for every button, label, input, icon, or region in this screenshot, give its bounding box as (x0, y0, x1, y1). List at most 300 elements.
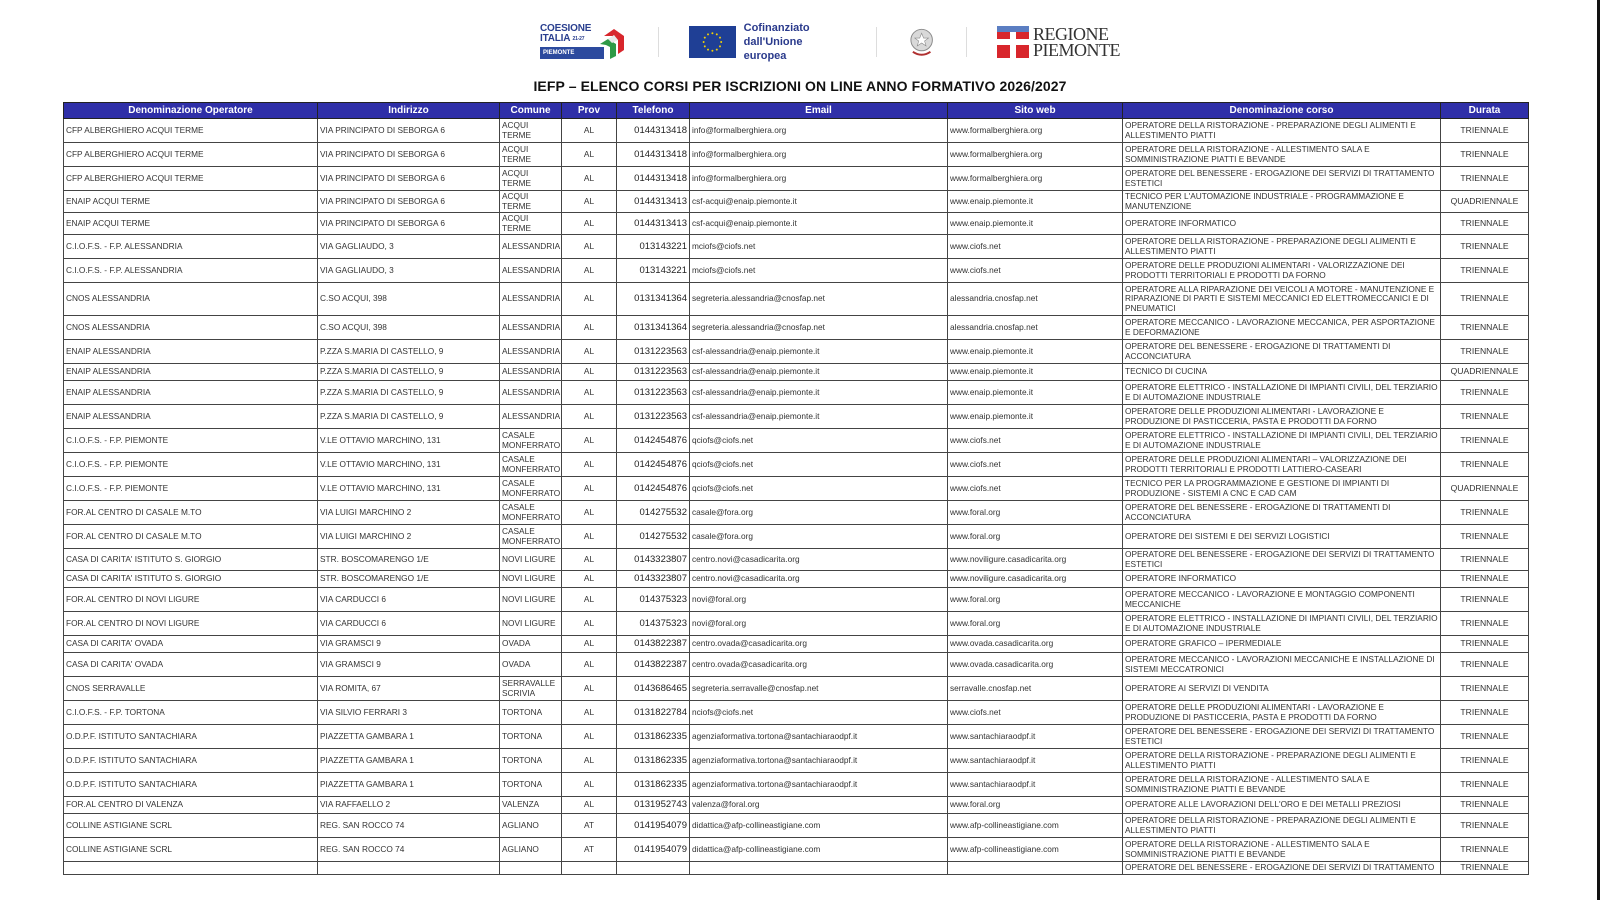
cell-municipality: ALESSANDRIA (500, 259, 562, 283)
cell-email[interactable]: centro.ovada@casadicarita.org (690, 636, 948, 653)
cell-course-name: OPERATORE DELLE PRODUZIONI ALIMENTARI – VALORIZZAZIONE DEI PRODOTTI TERRITORIALI E PRODOTTI LATTIERO-CASEARI (1123, 453, 1441, 477)
regione-piemonte-text: REGIONE PIEMONTE (1032, 24, 1120, 60)
cell-website[interactable]: www.enaip.piemonte.it (948, 340, 1123, 364)
cell-address: V.LE OTTAVIO MARCHINO, 131 (318, 477, 500, 501)
cell-phone: 0131862335 (617, 773, 690, 797)
cell-operator-name: CASA DI CARITA' OVADA (64, 653, 318, 677)
cell-duration: TRIENNALE (1441, 213, 1529, 235)
cell-municipality: TORTONA (500, 749, 562, 773)
cell-website[interactable]: www.santachiaraodpf.it (948, 749, 1123, 773)
cell-website[interactable]: www.formalberghiera.org (948, 119, 1123, 143)
cell-course-name: OPERATORE DELLA RISTORAZIONE - PREPARAZIONE DEGLI ALIMENTI E ALLESTIMENTO PIATTI (1123, 814, 1441, 838)
cell-website[interactable]: www.foral.org (948, 588, 1123, 612)
cell-website[interactable]: www.enaip.piemonte.it (948, 191, 1123, 213)
cell-email[interactable]: csf-alessandria@enaip.piemonte.it (690, 381, 948, 405)
coesione-italia-logo (538, 22, 628, 62)
cell-phone: 0131822784 (617, 701, 690, 725)
cell-municipality: SERRAVALLE SCRIVIA (500, 677, 562, 701)
courses-table (63, 102, 1529, 875)
table-row (64, 797, 1529, 814)
cell-phone: 0143822387 (617, 653, 690, 677)
cell-course-name: OPERATORE ALLA RIPARAZIONE DEI VEICOLI A MOTORE - MANUTENZIONE E RIPARAZIONE DI PARTI E SISTEMI MECCANICI ED ELETTROMECCANICI E DI PNEUMATICI (1123, 283, 1441, 316)
cell-duration: TRIENNALE (1441, 773, 1529, 797)
cell-website[interactable]: www.foral.org (948, 501, 1123, 525)
table-row (64, 405, 1529, 429)
cell-phone: 014275532 (617, 501, 690, 525)
cell-province: AL (562, 429, 617, 453)
cell-website[interactable]: www.formalberghiera.org (948, 143, 1123, 167)
cell-municipality: ALESSANDRIA (500, 235, 562, 259)
cell-phone: 0144313413 (617, 191, 690, 213)
cell-province: AL (562, 259, 617, 283)
cell-municipality: CASALE MONFERRATO (500, 429, 562, 453)
cell-province: AL (562, 477, 617, 501)
table-header-row (64, 103, 1529, 119)
cell-address (318, 862, 500, 875)
cell-phone: 0131862335 (617, 749, 690, 773)
cell-email[interactable] (690, 862, 948, 875)
table-row (64, 143, 1529, 167)
table-row (64, 814, 1529, 838)
cell-phone: 0143323807 (617, 571, 690, 588)
cell-course-name: OPERATORE DEI SISTEMI E DEI SERVIZI LOGISTICI (1123, 525, 1441, 549)
cell-phone: 014375323 (617, 588, 690, 612)
cell-address: VIA SILVIO FERRARI 3 (318, 701, 500, 725)
cell-address: STR. BOSCOMARENGO 1/E (318, 549, 500, 571)
cell-email[interactable]: csf-acqui@enaip.piemonte.it (690, 191, 948, 213)
cell-province: AL (562, 653, 617, 677)
cell-website[interactable]: www.formalberghiera.org (948, 167, 1123, 191)
cell-province: AL (562, 340, 617, 364)
cell-email[interactable]: csf-alessandria@enaip.piemonte.it (690, 364, 948, 381)
cell-website[interactable] (948, 862, 1123, 875)
cell-address: REG. SAN ROCCO 74 (318, 814, 500, 838)
cell-duration: TRIENNALE (1441, 453, 1529, 477)
cell-email[interactable]: centro.ovada@casadicarita.org (690, 653, 948, 677)
table-row (64, 525, 1529, 549)
cell-website[interactable]: www.enaip.piemonte.it (948, 213, 1123, 235)
cell-municipality: TORTONA (500, 701, 562, 725)
cell-email[interactable]: novi@foral.org (690, 612, 948, 636)
regione-piemonte-logo (997, 26, 1120, 58)
cell-duration: TRIENNALE (1441, 501, 1529, 525)
cell-email[interactable]: csf-alessandria@enaip.piemonte.it (690, 340, 948, 364)
cell-website[interactable]: www.ciofs.net (948, 235, 1123, 259)
cell-phone: 0131223563 (617, 340, 690, 364)
column-header-operator-name: Denominazione Operatore (64, 103, 318, 119)
cell-address: VIA PRINCIPATO DI SEBORGA 6 (318, 213, 500, 235)
italian-republic-emblem-icon (907, 25, 936, 59)
cell-address: PIAZZETTA GAMBARA 1 (318, 773, 500, 797)
cell-course-name: OPERATORE AI SERVIZI DI VENDITA (1123, 677, 1441, 701)
cell-course-name: OPERATORE DELLA RISTORAZIONE - ALLESTIMENTO SALA E SOMMINISTRAZIONE PIATTI E BEVANDE (1123, 773, 1441, 797)
cell-municipality: ACQUI TERME (500, 119, 562, 143)
table-row (64, 191, 1529, 213)
cell-course-name: OPERATORE DEL BENESSERE - EROGAZIONE DEI SERVIZI DI TRATTAMENTO (1123, 862, 1441, 875)
cell-operator-name (64, 862, 318, 875)
cell-duration: TRIENNALE (1441, 725, 1529, 749)
cell-address: VIA PRINCIPATO DI SEBORGA 6 (318, 191, 500, 213)
cell-province: AL (562, 501, 617, 525)
cell-phone: 0142454876 (617, 453, 690, 477)
cell-website[interactable]: www.noviligure.casadicarita.org (948, 571, 1123, 588)
cell-duration: TRIENNALE (1441, 167, 1529, 191)
cell-municipality: CASALE MONFERRATO (500, 501, 562, 525)
cell-municipality: ACQUI TERME (500, 167, 562, 191)
cell-address: VIA GRAMSCI 9 (318, 636, 500, 653)
coesione-text: COESIONE ITALIA $^{21-27}$ (540, 23, 592, 44)
cell-province: AL (562, 571, 617, 588)
cell-phone: 0143686465 (617, 677, 690, 701)
cell-email[interactable]: qciofs@ciofs.net (690, 477, 948, 501)
cell-address: C.SO ACQUI, 398 (318, 283, 500, 316)
cell-duration: TRIENNALE (1441, 636, 1529, 653)
logo-separator (658, 27, 659, 57)
cell-email[interactable]: info@formalberghiera.org (690, 143, 948, 167)
cell-course-name: OPERATORE MECCANICO - LAVORAZIONE MECCANICA, PER ASPORTAZIONE E DEFORMAZIONE (1123, 316, 1441, 340)
column-header-course-name: Denominazione corso (1123, 103, 1441, 119)
cell-website[interactable]: www.santachiaraodpf.it (948, 773, 1123, 797)
cell-operator-name: CFP ALBERGHIERO ACQUI TERME (64, 167, 318, 191)
cell-municipality: ALESSANDRIA (500, 283, 562, 316)
cell-email[interactable]: nciofs@ciofs.net (690, 701, 948, 725)
eu-flag-icon (689, 26, 736, 58)
cell-municipality (500, 862, 562, 875)
cell-website[interactable]: alessandria.cnosfap.net (948, 283, 1123, 316)
cell-duration: TRIENNALE (1441, 381, 1529, 405)
cell-operator-name: C.I.O.F.S. - F.P. ALESSANDRIA (64, 235, 318, 259)
cell-operator-name: FOR.AL CENTRO DI CASALE M.TO (64, 501, 318, 525)
table-row (64, 701, 1529, 725)
cell-municipality: NOVI LIGURE (500, 612, 562, 636)
cell-municipality: NOVI LIGURE (500, 549, 562, 571)
cell-course-name: OPERATORE DELLA RISTORAZIONE - PREPARAZIONE DEGLI ALIMENTI E ALLESTIMENTO PIATTI (1123, 749, 1441, 773)
cell-website[interactable]: www.santachiaraodpf.it (948, 725, 1123, 749)
cell-operator-name: CASA DI CARITA' ISTITUTO S. GIORGIO (64, 549, 318, 571)
cell-duration: TRIENNALE (1441, 701, 1529, 725)
cell-operator-name: C.I.O.F.S. - F.P. TORTONA (64, 701, 318, 725)
cell-municipality: ACQUI TERME (500, 143, 562, 167)
cell-email[interactable]: info@formalberghiera.org (690, 167, 948, 191)
cell-email[interactable]: didattica@afp-collineastigiane.com (690, 838, 948, 862)
cell-address: P.ZZA S.MARIA DI CASTELLO, 9 (318, 364, 500, 381)
cell-course-name: OPERATORE DEL BENESSERE - EROGAZIONE DI TRATTAMENTI DI ACCONCIATURA (1123, 340, 1441, 364)
cell-operator-name: CNOS ALESSANDRIA (64, 283, 318, 316)
cell-duration: TRIENNALE (1441, 316, 1529, 340)
cell-course-name: OPERATORE DEL BENESSERE - EROGAZIONE DI TRATTAMENTI DI ACCONCIATURA (1123, 501, 1441, 525)
column-header-duration: Durata (1441, 103, 1529, 119)
cell-phone: 0131223563 (617, 364, 690, 381)
cell-province: AT (562, 814, 617, 838)
logo-separator (966, 27, 967, 57)
cell-phone: 0131341364 (617, 316, 690, 340)
cell-course-name: OPERATORE ELETTRICO - INSTALLAZIONE DI IMPIANTI CIVILI, DEL TERZIARIO E DI AUTOMAZIONE INDUSTRIALE (1123, 612, 1441, 636)
table-row (64, 571, 1529, 588)
cell-email[interactable]: segreteria.alessandria@cnosfap.net (690, 316, 948, 340)
cell-email[interactable]: novi@foral.org (690, 588, 948, 612)
cell-province: AL (562, 213, 617, 235)
cell-province: AL (562, 549, 617, 571)
cell-course-name: OPERATORE DELLA RISTORAZIONE - PREPARAZIONE DEGLI ALIMENTI E ALLESTIMENTO PIATTI (1123, 235, 1441, 259)
column-header-province: Prov (562, 103, 617, 119)
cell-email[interactable]: casale@fora.org (690, 525, 948, 549)
cell-operator-name: COLLINE ASTIGIANE SCRL (64, 814, 318, 838)
cell-province: AL (562, 612, 617, 636)
table-row (64, 725, 1529, 749)
cell-course-name: OPERATORE DELLE PRODUZIONI ALIMENTARI - LAVORAZIONE E PRODUZIONE DI PASTICCERIA, PASTA E PRODOTTI DA FORNO (1123, 701, 1441, 725)
cell-email[interactable]: centro.novi@casadicarita.org (690, 549, 948, 571)
cell-phone: 0131952743 (617, 797, 690, 814)
cell-province: AL (562, 191, 617, 213)
table-row (64, 167, 1529, 191)
cell-operator-name: CNOS SERRAVALLE (64, 677, 318, 701)
cell-duration: TRIENNALE (1441, 405, 1529, 429)
table-row (64, 259, 1529, 283)
cell-municipality: OVADA (500, 653, 562, 677)
cell-phone: 0131341364 (617, 283, 690, 316)
cell-website[interactable]: www.foral.org (948, 525, 1123, 549)
table-row (64, 773, 1529, 797)
cell-province: AL (562, 381, 617, 405)
cell-operator-name: CFP ALBERGHIERO ACQUI TERME (64, 119, 318, 143)
cell-municipality: CASALE MONFERRATO (500, 453, 562, 477)
cell-operator-name: FOR.AL CENTRO DI NOVI LIGURE (64, 588, 318, 612)
cell-province: AL (562, 636, 617, 653)
cell-email[interactable]: valenza@foral.org (690, 797, 948, 814)
cell-website[interactable]: serravalle.cnosfap.net (948, 677, 1123, 701)
cell-duration: TRIENNALE (1441, 677, 1529, 701)
table-row (64, 636, 1529, 653)
cell-address: VIA LUIGI MARCHINO 2 (318, 501, 500, 525)
cell-municipality: TORTONA (500, 725, 562, 749)
cell-address: VIA CARDUCCI 6 (318, 612, 500, 636)
cell-operator-name: C.I.O.F.S. - F.P. PIEMONTE (64, 429, 318, 453)
cell-website[interactable]: www.foral.org (948, 797, 1123, 814)
cell-province (562, 862, 617, 875)
cell-address: VIA LUIGI MARCHINO 2 (318, 525, 500, 549)
cell-province: AL (562, 405, 617, 429)
cell-website[interactable]: www.ovada.casadicarita.org (948, 653, 1123, 677)
table-row (64, 862, 1529, 875)
cell-province: AL (562, 525, 617, 549)
cell-phone: 0142454876 (617, 429, 690, 453)
cell-website[interactable]: www.enaip.piemonte.it (948, 405, 1123, 429)
coesione-arrow-icon (598, 26, 626, 60)
cell-website[interactable]: alessandria.cnosfap.net (948, 316, 1123, 340)
cell-phone: 013143221 (617, 259, 690, 283)
cell-municipality: ALESSANDRIA (500, 316, 562, 340)
cell-phone: 0144313418 (617, 143, 690, 167)
cell-duration: TRIENNALE (1441, 862, 1529, 875)
cell-email[interactable]: csf-alessandria@enaip.piemonte.it (690, 405, 948, 429)
cell-province: AL (562, 749, 617, 773)
cell-operator-name: ENAIP ALESSANDRIA (64, 405, 318, 429)
cell-duration: QUADRIENNALE (1441, 364, 1529, 381)
cell-email[interactable]: agenziaformativa.tortona@santachiaraodpf.it (690, 725, 948, 749)
cell-website[interactable]: www.ovada.casadicarita.org (948, 636, 1123, 653)
table-row (64, 612, 1529, 636)
cell-operator-name: FOR.AL CENTRO DI NOVI LIGURE (64, 612, 318, 636)
table-row (64, 653, 1529, 677)
column-header-phone: Telefono (617, 103, 690, 119)
cell-municipality: VALENZA (500, 797, 562, 814)
cell-phone: 014375323 (617, 612, 690, 636)
cell-course-name: OPERATORE DELLE PRODUZIONI ALIMENTARI - VALORIZZAZIONE DEI PRODOTTI TERRITORIALI E PRODOTTI DA FORNO (1123, 259, 1441, 283)
column-header-website: Sito web (948, 103, 1123, 119)
cell-province: AL (562, 167, 617, 191)
cell-municipality: CASALE MONFERRATO (500, 477, 562, 501)
table-body (64, 119, 1529, 875)
cell-province: AL (562, 235, 617, 259)
cell-duration: TRIENNALE (1441, 588, 1529, 612)
eu-cofinanced-logo (689, 21, 846, 63)
cell-operator-name: C.I.O.F.S. - F.P. PIEMONTE (64, 453, 318, 477)
cell-province: AL (562, 677, 617, 701)
cell-operator-name: FOR.AL CENTRO DI CASALE M.TO (64, 525, 318, 549)
table-row (64, 213, 1529, 235)
cell-website[interactable]: www.ciofs.net (948, 259, 1123, 283)
cell-phone: 014275532 (617, 525, 690, 549)
cell-email[interactable]: didattica@afp-collineastigiane.com (690, 814, 948, 838)
cell-website[interactable]: www.foral.org (948, 612, 1123, 636)
cell-email[interactable]: qciofs@ciofs.net (690, 429, 948, 453)
cell-email[interactable]: segreteria.alessandria@cnosfap.net (690, 283, 948, 316)
cell-duration: TRIENNALE (1441, 429, 1529, 453)
cell-website[interactable]: www.ciofs.net (948, 429, 1123, 453)
cell-address: PIAZZETTA GAMBARA 1 (318, 725, 500, 749)
cell-phone: 0142454876 (617, 477, 690, 501)
table-row (64, 838, 1529, 862)
cell-course-name: TECNICO PER L'AUTOMAZIONE INDUSTRIALE - PROGRAMMAZIONE E MANUTENZIONE (1123, 191, 1441, 213)
cell-duration: TRIENNALE (1441, 797, 1529, 814)
cell-province: AT (562, 838, 617, 862)
cell-website[interactable]: www.afp-collineastigiane.com (948, 838, 1123, 862)
cell-email[interactable]: csf-acqui@enaip.piemonte.it (690, 213, 948, 235)
cell-course-name: TECNICO DI CUCINA (1123, 364, 1441, 381)
cell-duration: TRIENNALE (1441, 571, 1529, 588)
table-row (64, 477, 1529, 501)
cell-course-name: OPERATORE DELLA RISTORAZIONE - PREPARAZIONE DEGLI ALIMENTI E ALLESTIMENTO PIATTI (1123, 119, 1441, 143)
cell-address: V.LE OTTAVIO MARCHINO, 131 (318, 453, 500, 477)
cell-address: C.SO ACQUI, 398 (318, 316, 500, 340)
cell-course-name: OPERATORE GRAFICO – IPERMEDIALE (1123, 636, 1441, 653)
cell-email[interactable]: segreteria.serravalle@cnosfap.net (690, 677, 948, 701)
table-row (64, 677, 1529, 701)
coesione-region-bar: PIEMONTE (540, 47, 604, 59)
table-row (64, 381, 1529, 405)
cell-address: VIA GAGLIAUDO, 3 (318, 235, 500, 259)
cell-duration: TRIENNALE (1441, 838, 1529, 862)
cell-email[interactable]: qciofs@ciofs.net (690, 453, 948, 477)
table-row (64, 501, 1529, 525)
cell-course-name: OPERATORE MECCANICO - LAVORAZIONI MECCANICHE E INSTALLAZIONE DI SISTEMI MECCATRONICI (1123, 653, 1441, 677)
cell-duration: TRIENNALE (1441, 283, 1529, 316)
cell-course-name: OPERATORE DELLA RISTORAZIONE - ALLESTIMENTO SALA E SOMMINISTRAZIONE PIATTI E BEVANDE (1123, 143, 1441, 167)
column-header-address: Indirizzo (318, 103, 500, 119)
cell-duration: QUADRIENNALE (1441, 477, 1529, 501)
cell-address: V.LE OTTAVIO MARCHINO, 131 (318, 429, 500, 453)
cell-phone: 0131223563 (617, 405, 690, 429)
cell-operator-name: ENAIP ALESSANDRIA (64, 364, 318, 381)
cell-course-name: OPERATORE DEL BENESSERE - EROGAZIONE DEI SERVIZI DI TRATTAMENTO ESTETICI (1123, 725, 1441, 749)
cell-address: VIA ROMITA, 67 (318, 677, 500, 701)
table-row (64, 588, 1529, 612)
table-row (64, 316, 1529, 340)
cell-phone: 0144313413 (617, 213, 690, 235)
cell-email[interactable]: centro.novi@casadicarita.org (690, 571, 948, 588)
cell-province: AL (562, 725, 617, 749)
cell-website[interactable]: www.ciofs.net (948, 453, 1123, 477)
cell-municipality: ACQUI TERME (500, 213, 562, 235)
cell-duration: TRIENNALE (1441, 549, 1529, 571)
cell-operator-name: ENAIP ACQUI TERME (64, 213, 318, 235)
cell-province: AL (562, 588, 617, 612)
cell-municipality: ALESSANDRIA (500, 381, 562, 405)
cell-course-name: OPERATORE INFORMATICO (1123, 213, 1441, 235)
cell-address: VIA RAFFAELLO 2 (318, 797, 500, 814)
cell-phone: 0131223563 (617, 381, 690, 405)
cell-operator-name: C.I.O.F.S. - F.P. PIEMONTE (64, 477, 318, 501)
cell-municipality: AGLIANO (500, 814, 562, 838)
cell-municipality: NOVI LIGURE (500, 588, 562, 612)
cell-email[interactable]: mciofs@ciofs.net (690, 235, 948, 259)
cell-duration: TRIENNALE (1441, 612, 1529, 636)
cell-website[interactable]: www.enaip.piemonte.it (948, 381, 1123, 405)
cell-course-name: OPERATORE ALLE LAVORAZIONI DELL'ORO E DEI METALLI PREZIOSI (1123, 797, 1441, 814)
cell-phone: 0143822387 (617, 636, 690, 653)
cell-website[interactable]: www.enaip.piemonte.it (948, 364, 1123, 381)
cell-province: AL (562, 143, 617, 167)
cell-operator-name: COLLINE ASTIGIANE SCRL (64, 838, 318, 862)
regione-piemonte-flag-icon (997, 26, 1029, 58)
cell-phone: 0131862335 (617, 725, 690, 749)
cell-duration: TRIENNALE (1441, 340, 1529, 364)
cell-website[interactable]: www.afp-collineastigiane.com (948, 814, 1123, 838)
cell-email[interactable]: info@formalberghiera.org (690, 119, 948, 143)
cell-website[interactable]: www.ciofs.net (948, 701, 1123, 725)
cell-course-name: OPERATORE DEL BENESSERE - EROGAZIONE DEI SERVIZI DI TRATTAMENTO ESTETICI (1123, 167, 1441, 191)
cell-province: AL (562, 283, 617, 316)
cell-email[interactable]: agenziaformativa.tortona@santachiaraodpf.it (690, 773, 948, 797)
cell-address: P.ZZA S.MARIA DI CASTELLO, 9 (318, 381, 500, 405)
cell-email[interactable]: casale@fora.org (690, 501, 948, 525)
cell-municipality: ACQUI TERME (500, 191, 562, 213)
cell-email[interactable]: agenziaformativa.tortona@santachiaraodpf.it (690, 749, 948, 773)
cell-website[interactable]: www.ciofs.net (948, 477, 1123, 501)
cell-operator-name: FOR.AL CENTRO DI VALENZA (64, 797, 318, 814)
cell-phone: 013143221 (617, 235, 690, 259)
cell-province: AL (562, 119, 617, 143)
eu-cofinanced-text: Cofinanziato dall'Unione europea (743, 22, 810, 62)
cell-course-name: OPERATORE MECCANICO - LAVORAZIONE E MONTAGGIO COMPONENTI MECCANICHE (1123, 588, 1441, 612)
cell-phone: 0141954079 (617, 814, 690, 838)
cell-website[interactable]: www.noviligure.casadicarita.org (948, 549, 1123, 571)
cell-operator-name: CFP ALBERGHIERO ACQUI TERME (64, 143, 318, 167)
cell-duration: TRIENNALE (1441, 814, 1529, 838)
cell-email[interactable]: mciofs@ciofs.net (690, 259, 948, 283)
cell-phone: 0144313418 (617, 119, 690, 143)
cell-phone: 0143323807 (617, 549, 690, 571)
cell-phone: 0144313418 (617, 167, 690, 191)
cell-course-name: TECNICO PER LA PROGRAMMAZIONE E GESTIONE DI IMPIANTI DI PRODUZIONE - SISTEMI A CNC E CAD CAM (1123, 477, 1441, 501)
cell-municipality: TORTONA (500, 773, 562, 797)
cell-course-name: OPERATORE INFORMATICO (1123, 571, 1441, 588)
cell-address: VIA CARDUCCI 6 (318, 588, 500, 612)
table-row (64, 549, 1529, 571)
cell-duration: TRIENNALE (1441, 259, 1529, 283)
column-header-email: Email (690, 103, 948, 119)
cell-duration: TRIENNALE (1441, 525, 1529, 549)
